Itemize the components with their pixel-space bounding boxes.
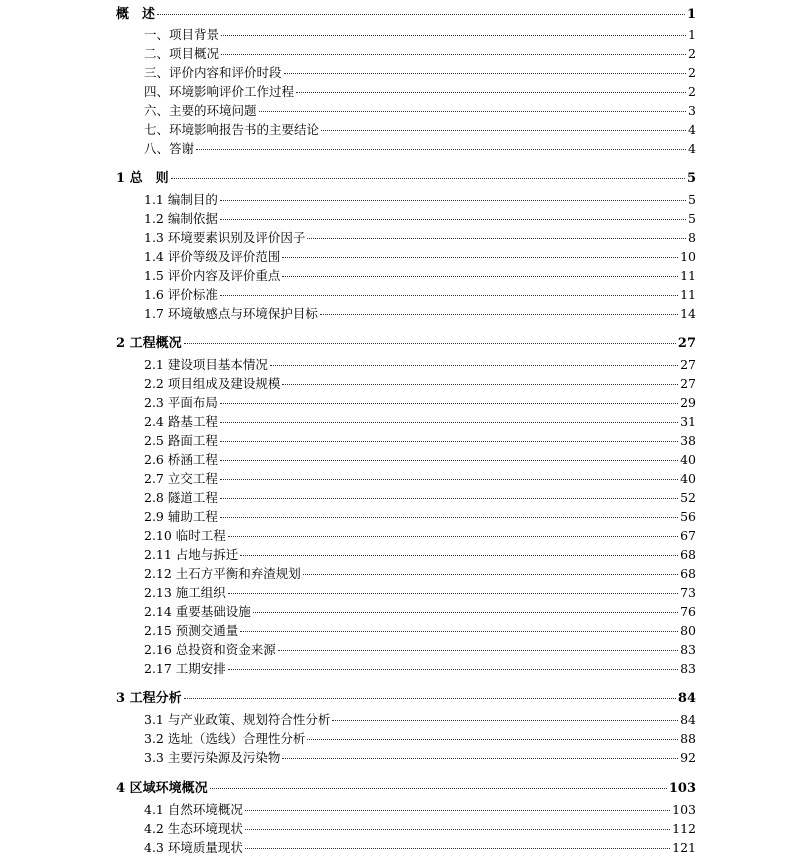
dot-leader bbox=[220, 479, 678, 480]
toc-section-entry[interactable] bbox=[144, 287, 696, 302]
dot-leader bbox=[220, 517, 678, 518]
toc-entry-title: 2.12 土石方平衡和弃渣规划 bbox=[144, 566, 301, 581]
toc-entry-title: 2.11 占地与拆迁 bbox=[144, 547, 239, 562]
dot-leader bbox=[284, 73, 687, 74]
toc-entry-title: 2.1 建设项目基本情况 bbox=[144, 357, 268, 372]
dot-leader bbox=[282, 758, 678, 759]
toc-section-entry[interactable] bbox=[144, 840, 696, 855]
toc-entry-title: 2.17 工期安排 bbox=[144, 661, 226, 676]
toc-page-number: 88 bbox=[680, 731, 696, 746]
toc-entry-title: 1.1 编制目的 bbox=[144, 192, 218, 207]
toc-entry-title: 4.1 自然环境概况 bbox=[144, 802, 243, 817]
toc-entry-title: 1.7 环境敏感点与环境保护目标 bbox=[144, 306, 318, 321]
toc-page-number: 121 bbox=[672, 840, 696, 855]
toc-section-entry[interactable] bbox=[144, 211, 696, 226]
toc-section-entry[interactable] bbox=[144, 103, 696, 118]
dot-leader bbox=[282, 384, 678, 385]
toc-page-number: 67 bbox=[680, 528, 696, 543]
toc-section-entry[interactable] bbox=[144, 249, 696, 264]
toc-entry-title: 4.3 环境质量现状 bbox=[144, 840, 243, 855]
toc-page-number: 2 bbox=[688, 65, 696, 80]
toc-section-entry[interactable] bbox=[144, 623, 696, 638]
dot-leader bbox=[240, 555, 678, 556]
toc-page-number: 40 bbox=[680, 471, 696, 486]
toc-page-number: 56 bbox=[680, 509, 696, 524]
toc-section-entry[interactable] bbox=[144, 509, 696, 524]
toc-entry-title: 1.3 环境要素识别及评价因子 bbox=[144, 230, 306, 245]
dot-leader bbox=[220, 200, 686, 201]
toc-page-number: 52 bbox=[680, 490, 696, 505]
toc-entry-title: 四、环境影响评价工作过程 bbox=[144, 84, 295, 99]
toc-page-number: 40 bbox=[680, 452, 696, 467]
toc-entry-title: 二、项目概况 bbox=[144, 46, 220, 61]
toc-page-number: 27 bbox=[677, 336, 696, 351]
toc-entry-title: 2.13 施工组织 bbox=[144, 585, 226, 600]
toc-page-number: 14 bbox=[680, 306, 696, 321]
toc-page-number: 2 bbox=[688, 84, 696, 99]
toc-entry-title: 2.14 重要基础设施 bbox=[144, 604, 251, 619]
dot-leader bbox=[259, 111, 687, 112]
dot-leader bbox=[307, 238, 686, 239]
toc-section-entry[interactable] bbox=[144, 490, 696, 505]
toc-page-number: 4 bbox=[688, 141, 696, 156]
toc-section-entry[interactable] bbox=[144, 585, 696, 600]
dot-leader bbox=[221, 54, 686, 55]
toc-page-number: 8 bbox=[688, 230, 696, 245]
toc-section-entry[interactable] bbox=[144, 122, 696, 137]
toc-section-entry[interactable] bbox=[144, 414, 696, 429]
toc-section-entry[interactable] bbox=[144, 357, 696, 372]
toc-page-number: 83 bbox=[680, 642, 696, 657]
dot-leader bbox=[296, 92, 686, 93]
dot-leader bbox=[270, 365, 678, 366]
toc-section-entry[interactable] bbox=[144, 268, 696, 283]
toc-page-number: 1 bbox=[686, 7, 696, 22]
dot-leader bbox=[228, 669, 678, 670]
toc-page-number: 5 bbox=[688, 192, 696, 207]
toc-page-number: 73 bbox=[680, 585, 696, 600]
toc-entry-title: 六、主要的环境问题 bbox=[144, 103, 257, 118]
toc-section-entry[interactable] bbox=[144, 642, 696, 657]
toc-entry-title: 三、评价内容和评价时段 bbox=[144, 65, 282, 80]
toc-page-number: 31 bbox=[680, 414, 696, 429]
dot-leader bbox=[184, 343, 676, 344]
toc-page-number: 112 bbox=[672, 821, 696, 836]
toc-entry-title: 2.16 总投资和资金来源 bbox=[144, 642, 276, 657]
toc-page-number: 84 bbox=[680, 712, 696, 727]
toc-section-entry[interactable] bbox=[144, 750, 696, 765]
dot-leader bbox=[282, 257, 678, 258]
toc-entry-title: 4 区域环境概况 bbox=[116, 781, 208, 796]
toc-entry-title: 2.6 桥涵工程 bbox=[144, 452, 218, 467]
toc-entry-title: 4.2 生态环境现状 bbox=[144, 821, 243, 836]
toc-entry-title: 2.7 立交工程 bbox=[144, 471, 218, 486]
toc-section-entry[interactable] bbox=[144, 731, 696, 746]
toc-entry-title: 七、环境影响报告书的主要结论 bbox=[144, 122, 320, 137]
toc-section-entry[interactable] bbox=[144, 192, 696, 207]
toc-entry-title: 2.10 临时工程 bbox=[144, 528, 226, 543]
dot-leader bbox=[220, 460, 678, 461]
dot-leader bbox=[245, 848, 670, 849]
toc-section-entry[interactable] bbox=[144, 230, 696, 245]
dot-leader bbox=[278, 650, 678, 651]
toc-page-number: 11 bbox=[680, 268, 696, 283]
dot-leader bbox=[320, 314, 678, 315]
toc-section-entry[interactable] bbox=[144, 547, 696, 562]
dot-leader bbox=[220, 422, 678, 423]
toc-section-entry[interactable] bbox=[144, 84, 696, 99]
toc-page-number: 27 bbox=[680, 357, 696, 372]
toc-chapter-entry[interactable] bbox=[116, 171, 696, 186]
toc-page-number: 68 bbox=[680, 547, 696, 562]
toc-page-number: 103 bbox=[668, 781, 696, 796]
toc-page-number: 68 bbox=[680, 566, 696, 581]
toc-page-number: 4 bbox=[688, 122, 696, 137]
toc-entry-title: 八、答谢 bbox=[144, 141, 195, 156]
toc-entry-title: 1.4 评价等级及评价范围 bbox=[144, 249, 281, 264]
dot-leader bbox=[245, 810, 670, 811]
dot-leader bbox=[307, 739, 678, 740]
dot-leader bbox=[282, 276, 678, 277]
dot-leader bbox=[171, 178, 685, 179]
toc-page-number: 92 bbox=[680, 750, 696, 765]
dot-leader bbox=[220, 219, 686, 220]
toc-entry-title: 一、项目背景 bbox=[144, 27, 220, 42]
toc-entry-title: 1.5 评价内容及评价重点 bbox=[144, 268, 281, 283]
toc-page-number: 11 bbox=[680, 287, 696, 302]
dot-leader bbox=[321, 130, 686, 131]
toc-entry-title: 2.4 路基工程 bbox=[144, 414, 218, 429]
toc-chapter-entry[interactable] bbox=[116, 7, 696, 22]
toc-section-entry[interactable] bbox=[144, 27, 696, 42]
toc-section-entry[interactable] bbox=[144, 802, 696, 817]
toc-section-entry[interactable] bbox=[144, 471, 696, 486]
toc-page-number: 10 bbox=[680, 249, 696, 264]
dot-leader bbox=[184, 698, 676, 699]
toc-chapter-entry[interactable] bbox=[116, 781, 696, 796]
toc-section-entry[interactable] bbox=[144, 141, 696, 156]
toc-page-number: 76 bbox=[680, 604, 696, 619]
dot-leader bbox=[253, 612, 678, 613]
dot-leader bbox=[210, 788, 667, 789]
toc-entry-title: 3.1 与产业政策、规划符合性分析 bbox=[144, 712, 331, 727]
dot-leader bbox=[228, 536, 678, 537]
toc-page-number: 38 bbox=[680, 433, 696, 448]
dot-leader bbox=[221, 35, 686, 36]
toc-chapter-entry[interactable] bbox=[116, 691, 696, 706]
toc-entry-title: 3 工程分析 bbox=[116, 691, 182, 706]
toc-section-entry[interactable] bbox=[144, 433, 696, 448]
toc-section-entry[interactable] bbox=[144, 821, 696, 836]
toc-page-number: 1 bbox=[688, 27, 696, 42]
toc-section-entry[interactable] bbox=[144, 528, 696, 543]
dot-leader bbox=[220, 295, 678, 296]
toc-page-number: 83 bbox=[680, 661, 696, 676]
toc-page-number: 29 bbox=[680, 395, 696, 410]
toc-entry-title: 2.9 辅助工程 bbox=[144, 509, 218, 524]
toc-section-entry[interactable] bbox=[144, 661, 696, 676]
toc-section-entry[interactable] bbox=[144, 395, 696, 410]
toc-section-entry[interactable] bbox=[144, 306, 696, 321]
toc-page-number: 5 bbox=[688, 211, 696, 226]
dot-leader bbox=[196, 149, 686, 150]
toc-entry-title: 2.5 路面工程 bbox=[144, 433, 218, 448]
dot-leader bbox=[332, 720, 678, 721]
toc-entry-title: 2.8 隧道工程 bbox=[144, 490, 218, 505]
toc-page-number: 27 bbox=[680, 376, 696, 391]
toc-section-entry[interactable] bbox=[144, 376, 696, 391]
toc-section-entry[interactable] bbox=[144, 46, 696, 61]
toc-page-number: 2 bbox=[688, 46, 696, 61]
toc-entry-title: 2.3 平面布局 bbox=[144, 395, 218, 410]
toc-entry-title: 1 总 则 bbox=[116, 171, 169, 186]
toc-section-entry[interactable] bbox=[144, 604, 696, 619]
toc-page-number: 3 bbox=[688, 103, 696, 118]
toc-entry-title: 2.15 预测交通量 bbox=[144, 623, 239, 638]
toc-section-entry[interactable] bbox=[144, 566, 696, 581]
toc-page-number: 5 bbox=[686, 171, 696, 186]
toc-entry-title: 3.3 主要污染源及污染物 bbox=[144, 750, 281, 765]
toc-page-number: 80 bbox=[680, 623, 696, 638]
dot-leader bbox=[220, 441, 678, 442]
toc-entry-title: 1.2 编制依据 bbox=[144, 211, 218, 226]
toc-chapter-entry[interactable] bbox=[116, 336, 696, 351]
toc-section-entry[interactable] bbox=[144, 65, 696, 80]
dot-leader bbox=[303, 574, 678, 575]
dot-leader bbox=[220, 403, 678, 404]
dot-leader bbox=[157, 14, 685, 15]
dot-leader bbox=[245, 829, 670, 830]
toc-entry-title: 1.6 评价标准 bbox=[144, 287, 218, 302]
toc-entry-title: 2.2 项目组成及建设规模 bbox=[144, 376, 281, 391]
toc-section-entry[interactable] bbox=[144, 712, 696, 727]
toc-entry-title: 概 述 bbox=[116, 7, 156, 22]
toc-entry-title: 3.2 选址（选线）合理性分析 bbox=[144, 731, 306, 746]
dot-leader bbox=[228, 593, 678, 594]
toc-page-number: 103 bbox=[672, 802, 696, 817]
toc-page-number: 84 bbox=[677, 691, 696, 706]
dot-leader bbox=[220, 498, 678, 499]
dot-leader bbox=[240, 631, 678, 632]
toc-entry-title: 2 工程概况 bbox=[116, 336, 182, 351]
toc-section-entry[interactable] bbox=[144, 452, 696, 467]
